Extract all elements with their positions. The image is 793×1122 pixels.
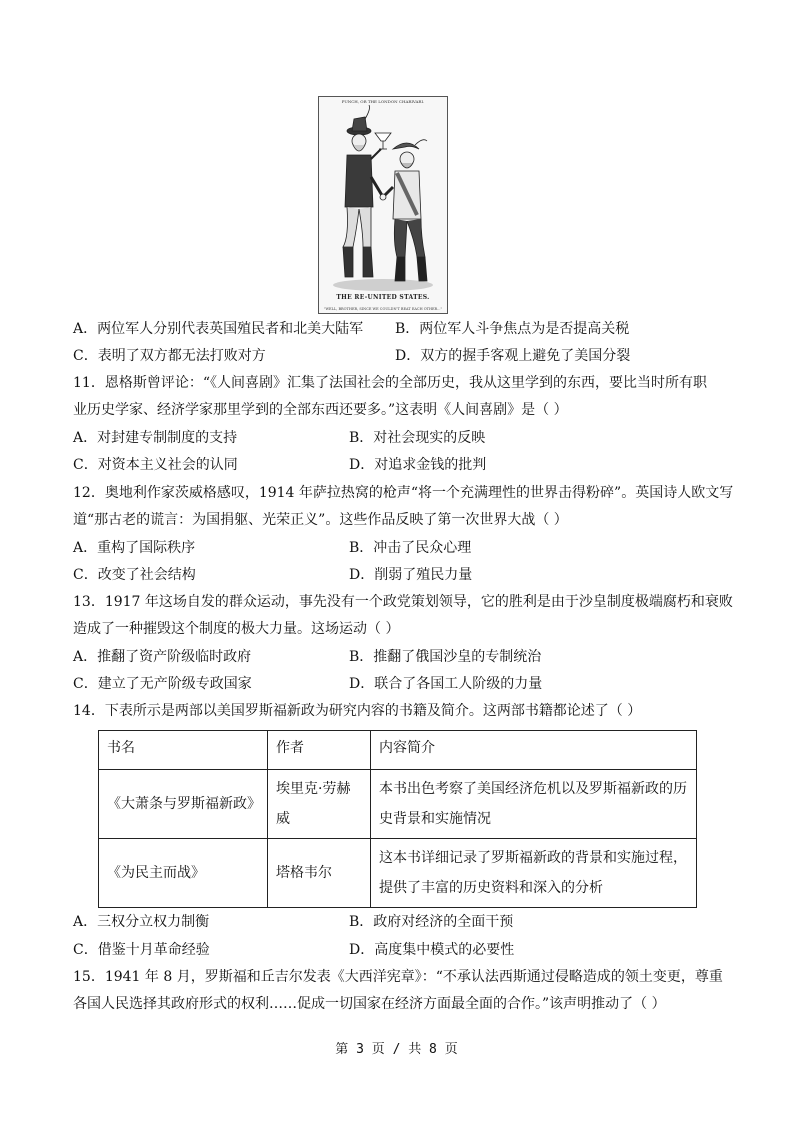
q10-option-a: A．两位军人分别代表英国殖民者和北美大陆军 <box>73 321 364 337</box>
q10-option-b: B．两位军人斗争焦点为是否提高关税 <box>395 321 630 337</box>
table-row <box>99 770 697 839</box>
q12-option-c: C．改变了社会结构 <box>73 567 196 583</box>
desc-line: 史背景和实施情况 <box>379 811 491 827</box>
table-cell-author: 塔格韦尔 <box>268 839 371 908</box>
q11-option-d: D．对追求金钱的批判 <box>349 457 487 473</box>
q11-option-a: A．对封建专制制度的支持 <box>73 430 238 446</box>
q12-stem-line1: 12．奥地利作家茨威格感叹，1914 年萨拉热窝的枪声“将一个充满理性的世界击得粉碎”。英国诗人欧文写 <box>73 485 734 501</box>
page-number: 第 3 页 / 共 8 页 <box>335 1042 458 1057</box>
q13-option-b: B．推翻了俄国沙皇的专制统治 <box>349 649 542 665</box>
q14-stem: 14．下表所示是两部以美国罗斯福新政为研究内容的书籍及简介。这两部书籍都论述了（ ） <box>73 703 642 719</box>
q10-option-d: D．双方的握手客观上避免了美国分裂 <box>395 348 631 364</box>
desc-line: 这本书详细记录了罗斯福新政的背景和实施过程， <box>379 850 687 866</box>
q14-table <box>98 730 697 908</box>
table-cell-desc <box>371 770 697 839</box>
q13-option-a: A．推翻了资产阶级临时政府 <box>73 649 252 665</box>
q11-option-b: B．对社会现实的反映 <box>349 430 486 446</box>
q14-option-c: C．借鉴十月革命经验 <box>73 942 210 958</box>
figure-title: THE RE-UNITED STATES. <box>336 294 430 301</box>
cartoon-figure <box>318 96 448 314</box>
table-cell-author: 埃里克·劳赫威 <box>268 770 371 839</box>
q11-option-c: C．对资本主义社会的认同 <box>73 457 238 473</box>
q10-option-c: C．表明了双方都无法打败对方 <box>73 348 266 364</box>
table-header-author: 作者 <box>268 731 371 770</box>
table-cell-book: 《为民主而战》 <box>99 839 268 908</box>
table-header-row <box>99 731 697 770</box>
q13-option-d: D．联合了各国工人阶级的力量 <box>349 676 543 692</box>
q15-stem-line2: 各国人民选择其政府形式的权利……促成一切国家在经济方面最全面的合作。”该声明推动了（ ） <box>73 996 666 1012</box>
table-cell-book: 《大萧条与罗斯福新政》 <box>99 770 268 839</box>
q13-option-c: C．建立了无产阶级专政国家 <box>73 676 252 692</box>
q12-option-b: B．冲击了民众心理 <box>349 540 472 556</box>
table-cell-desc <box>371 839 697 908</box>
figure-top-caption: PUNCH, OR THE LONDON CHARIVARI. <box>341 99 425 104</box>
figure-subtitle: "WELL, BROTHER, SINCE WE COULDN'T BEAT EACH OTHER..." <box>323 307 443 311</box>
q14-option-d: D．高度集中模式的必要性 <box>349 942 515 958</box>
q12-option-a: A．重构了国际秩序 <box>73 540 196 556</box>
table-row <box>99 839 697 908</box>
q14-option-b: B．政府对经济的全面干预 <box>349 914 514 930</box>
q11-stem-line2: 业历史学家、经济学家那里学到的全部东西还要多。”这表明《人间喜剧》是（ ） <box>73 402 568 418</box>
desc-line: 本书出色考察了美国经济危机以及罗斯福新政的历 <box>379 781 687 797</box>
q13-stem-line2: 造成了一种摧毁这个制度的极大力量。这场运动（ ） <box>73 621 400 637</box>
q15-stem-line1: 15．1941 年 8 月，罗斯福和丘吉尔发表《大西洋宪章》：“不承认法西斯通过侵略造成的领土变更，尊重 <box>73 969 723 985</box>
desc-line: 提供了丰富的历史资料和深入的分析 <box>379 880 603 896</box>
q14-option-a: A．三权分立权力制衡 <box>73 914 210 930</box>
table-header-desc: 内容简介 <box>371 731 697 770</box>
cartoon-illustration <box>319 97 447 313</box>
q13-stem-line1: 13．1917 年这场自发的群众运动，事先没有一个政党策划领导，它的胜利是由于沙皇制度极端腐朽和衰败 <box>73 594 733 610</box>
table-header-book: 书名 <box>99 731 268 770</box>
q12-option-d: D．削弱了殖民力量 <box>349 567 473 583</box>
q12-stem-line2: 道“那古老的谎言：为国捐躯、光荣正义”。这些作品反映了第一次世界大战（ ） <box>73 512 568 528</box>
q11-stem-line1: 11．恩格斯曾评论：“《人间喜剧》汇集了法国社会的全部历史，我从这里学到的东西，要比当时所有职 <box>73 375 707 391</box>
